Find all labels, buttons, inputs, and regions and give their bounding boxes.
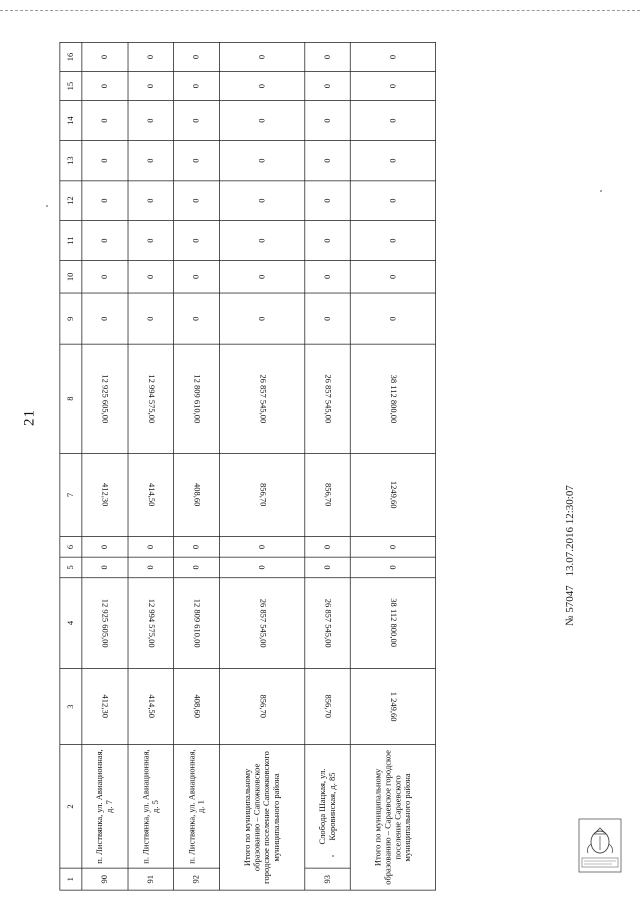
value-cell: 0 (220, 221, 305, 261)
value-cell: 0 (220, 557, 305, 577)
value-cell (220, 578, 305, 669)
column-header: 5 (60, 557, 82, 577)
table-row (174, 42, 220, 890)
value-cell: 0 (82, 537, 128, 557)
value-cell (174, 344, 220, 453)
value-cell (82, 668, 128, 744)
scan-speck (46, 205, 48, 207)
value-cell (220, 668, 305, 744)
rotated-table-container (60, 42, 436, 890)
total-label-cell: Итого по муниципальному образованию – Сараевское городское поселение Сараевского муниципального района (351, 745, 436, 890)
upside-down-value: 38 112 800,00 (388, 598, 399, 648)
column-header: 3 (60, 668, 82, 744)
value-cell: 0 (174, 72, 220, 101)
upside-down-value: 414,50 (146, 694, 157, 719)
upside-down-value: 856,70 (257, 694, 268, 719)
value-cell: 0 (174, 101, 220, 141)
value-cell: 0 (220, 141, 305, 181)
value-cell (174, 578, 220, 669)
row-number-cell: 93 (305, 868, 351, 890)
value-cell: 0 (174, 221, 220, 261)
scan-edge-line (0, 10, 640, 11)
value-cell (128, 668, 174, 744)
total-label-cell: Итого по муниципальному образованию – Сапожковское городское поселение Сапожковского муниципального района (220, 745, 305, 890)
column-header: 10 (60, 261, 82, 294)
table-row (128, 42, 174, 890)
value-cell: 0 (305, 221, 351, 261)
upside-down-value: 412,30 (100, 694, 111, 719)
upside-down-value: 1 249,60 (388, 691, 399, 722)
registration-number: № 57047 (564, 585, 576, 626)
value-cell: 0 (174, 293, 220, 344)
value-cell (305, 578, 351, 669)
upside-down-value: 856,70 (323, 694, 334, 719)
upside-down-value: 856,70 (323, 483, 334, 507)
value-cell: 0 (174, 557, 220, 577)
value-cell: 0 (351, 141, 436, 181)
value-cell: 0 (82, 72, 128, 101)
address-cell: п. Листвянка, ул. Авиационная, д. 7 (82, 745, 128, 869)
value-cell: 0 (305, 537, 351, 557)
value-cell: 0 (351, 557, 436, 577)
value-cell: 0 (82, 181, 128, 221)
upside-down-value: 414,50 (146, 483, 157, 507)
value-cell: 0 (220, 537, 305, 557)
value-cell: 0 (128, 42, 174, 71)
value-cell (82, 453, 128, 537)
column-header: 11 (60, 221, 82, 261)
value-cell: 0 (351, 181, 436, 221)
value-cell: 0 (305, 181, 351, 221)
value-cell: 0 (82, 557, 128, 577)
value-cell (174, 453, 220, 537)
coat-of-arms-icon (578, 818, 622, 873)
value-cell: 0 (174, 261, 220, 294)
upside-down-value: 12 994 575,00 (146, 598, 157, 648)
value-cell: 0 (305, 293, 351, 344)
value-cell: 0 (305, 72, 351, 101)
value-cell: 0 (351, 221, 436, 261)
value-cell: 0 (220, 72, 305, 101)
upside-down-value: 856,70 (257, 483, 268, 507)
value-cell: 0 (305, 557, 351, 577)
value-cell: 0 (128, 221, 174, 261)
value-cell (305, 344, 351, 453)
value-cell: 0 (220, 101, 305, 141)
table-row (82, 42, 128, 890)
value-cell: 0 (174, 181, 220, 221)
row-number-cell: 92 (174, 868, 220, 890)
value-cell: 0 (174, 141, 220, 181)
upside-down-value: 12 809 610,00 (192, 598, 203, 648)
upside-down-value: 1249,60 (388, 481, 399, 509)
scan-speck (600, 190, 602, 192)
value-cell (351, 453, 436, 537)
column-header: 7 (60, 453, 82, 537)
upside-down-value: 408,60 (192, 694, 203, 719)
value-cell: 0 (305, 261, 351, 294)
row-number-cell: 91 (128, 868, 174, 890)
table-row (351, 42, 436, 890)
address-cell: Слобода Шацкая, ул. Коровинская, д. 85 (305, 745, 351, 869)
value-cell: 0 (128, 293, 174, 344)
value-cell: 0 (220, 181, 305, 221)
value-cell: 0 (305, 42, 351, 71)
upside-down-value: 26 857 545,00 (257, 374, 268, 424)
column-header: 14 (60, 101, 82, 141)
value-cell: 0 (82, 293, 128, 344)
value-cell: 0 (351, 72, 436, 101)
registration-datetime: 13.07.2016 12:30:07 (564, 485, 576, 577)
column-header: 4 (60, 578, 82, 669)
registration-stamp (564, 372, 582, 632)
value-cell: 0 (174, 42, 220, 71)
value-cell: 0 (128, 72, 174, 101)
housing-table (60, 42, 436, 890)
value-cell: 0 (82, 42, 128, 71)
value-cell (305, 453, 351, 537)
value-cell: 0 (351, 42, 436, 71)
upside-down-value: 38 112 800,00 (388, 374, 399, 424)
column-header: 1 (60, 868, 82, 890)
value-cell (351, 578, 436, 669)
value-cell (305, 668, 351, 744)
value-cell: 0 (351, 537, 436, 557)
column-header: 15 (60, 72, 82, 101)
row-number-cell: 90 (82, 868, 128, 890)
column-header: 8 (60, 344, 82, 453)
value-cell (220, 344, 305, 453)
value-cell: 0 (305, 101, 351, 141)
upside-down-value: 26 857 545,00 (323, 374, 334, 424)
value-cell: 0 (174, 537, 220, 557)
table-header-row (60, 42, 82, 890)
value-cell: 0 (82, 141, 128, 181)
value-cell: 0 (128, 181, 174, 221)
value-cell (174, 668, 220, 744)
column-header: 2 (60, 745, 82, 869)
value-cell (82, 578, 128, 669)
value-cell: 0 (351, 293, 436, 344)
value-cell: 0 (128, 141, 174, 181)
page-number: 21 (21, 409, 38, 426)
value-cell (82, 344, 128, 453)
column-header: 6 (60, 537, 82, 557)
upside-down-value: 26 857 545,00 (257, 598, 268, 648)
value-cell: 0 (82, 261, 128, 294)
value-cell: 0 (220, 261, 305, 294)
value-cell: 0 (128, 101, 174, 141)
value-cell (128, 344, 174, 453)
value-cell: 0 (351, 261, 436, 294)
value-cell: 0 (305, 141, 351, 181)
value-cell (351, 344, 436, 453)
value-cell: 0 (351, 101, 436, 141)
value-cell: 0 (128, 537, 174, 557)
value-cell: 0 (82, 221, 128, 261)
value-cell: 0 (220, 293, 305, 344)
address-cell: п. Листвянка, ул. Авиационная, д. 5 (128, 745, 174, 869)
value-cell (220, 453, 305, 537)
column-header: 9 (60, 293, 82, 344)
upside-down-value: 412,30 (100, 483, 111, 507)
column-header: 13 (60, 141, 82, 181)
value-cell: 0 (82, 101, 128, 141)
value-cell: 0 (128, 261, 174, 294)
upside-down-value: 12 925 605,00 (100, 374, 111, 424)
upside-down-value: 12 809 610,00 (192, 374, 203, 424)
value-cell: 0 (128, 557, 174, 577)
value-cell (128, 453, 174, 537)
table-row (220, 42, 305, 890)
upside-down-value: 12 994 575,00 (146, 374, 157, 424)
upside-down-value: 12 925 605,00 (100, 598, 111, 648)
column-header: 12 (60, 181, 82, 221)
value-cell (128, 578, 174, 669)
value-cell (351, 668, 436, 744)
table-row (305, 42, 351, 890)
upside-down-value: 408,60 (192, 483, 203, 507)
upside-down-value: 26 857 545,00 (323, 598, 334, 648)
address-cell: п. Листвянка, ул. Авиационная, д. 1 (174, 745, 220, 869)
column-header: 16 (60, 42, 82, 71)
value-cell: 0 (220, 42, 305, 71)
